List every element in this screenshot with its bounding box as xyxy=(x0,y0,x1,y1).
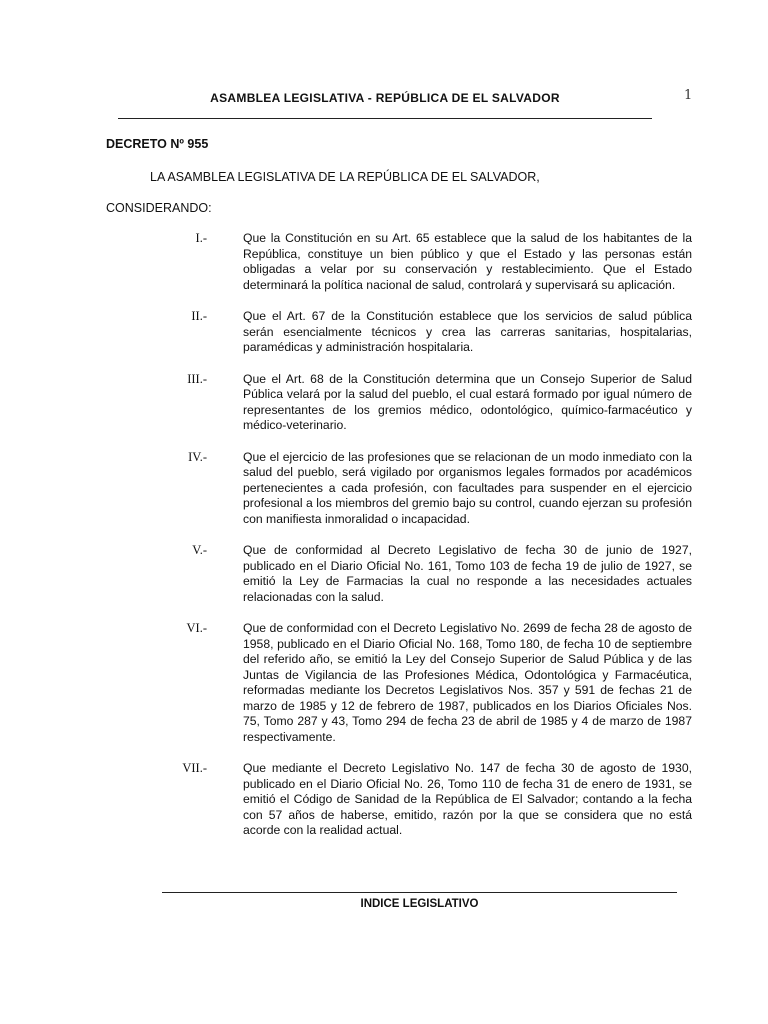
consideration-text: Que mediante el Decreto Legislativo No. 147 de fecha 30 de agosto de 1930, publicado en el Diario Oficial No. 26, Tomo 110 de fecha 31 de enero de 1931, se emitió el Código de Sanidad de la República de El Salvador; contando a la fecha con 57 años de haberse, emitido, razón por la que se considera que no está acorde con la realidad actual. xyxy=(243,761,692,837)
consideration-numeral: IV.- xyxy=(188,449,207,464)
consideration-item xyxy=(0,761,768,839)
consideration-text: Que el Art. 68 de la Constitución determina que un Consejo Superior de Salud Pública velará por la salud del pueblo, el cual estará formado por igual número de representantes de los gremios médico, odontológico, químico-farmacéutico y médico-veterinario. xyxy=(243,371,692,432)
consideration-item xyxy=(0,543,768,605)
footer-rule xyxy=(162,892,677,893)
consideration-numeral: VI.- xyxy=(186,621,207,635)
consideration-text: Que de conformidad con el Decreto Legislativo No. 2699 de fecha 28 de agosto de 1958, publicado en el Diario Oficial No. 168, Tomo 180, de fecha 10 de septiembre del referido año, se emitió la Ley del Consejo Superior de Salud Pública y de las Juntas de Vigilancia de las Profesiones Médica, Odontológica y Farmacéutica, reformadas mediante los Decretos Legislativos Nos. 357 y 591 de fechas 21 de marzo de 1985 y 12 de febrero de 1987, publicados en los Diarios Oficiales Nos. 75, Tomo 287 y 43, Tomo 294 de fecha 23 de abril de 1985 y 4 de marzo de 1987 respectivamente. xyxy=(243,621,692,744)
page-header-title: ASAMBLEA LEGISLATIVA - REPÚBLICA DE EL SALVADOR xyxy=(210,91,560,105)
consideration-numeral: VII.- xyxy=(182,761,207,775)
header-rule xyxy=(118,118,652,119)
consideration-text: Que la Constitución en su Art. 65 establece que la salud de los habitantes de la República, constituye un bien público y que el Estado y las personas están obligadas a velar por su conservación y restablecimiento. Que el Estado determinará la política nacional de salud, controlará y supervisará su aplicación. xyxy=(243,231,692,292)
footer-label: INDICE LEGISLATIVO xyxy=(360,898,479,910)
consideration-text: Que el Art. 67 de la Constitución establece que los servicios de salud pública serán esencialmente técnicos y crea las carreras sanitarias, hospitalarias, paramédicas y administración hospitalaria. xyxy=(243,309,692,354)
consideration-text: Que de conformidad al Decreto Legislativo de fecha 30 de junio de 1927, publicado en el Diario Oficial No. 161, Tomo 103 de fecha 19 de julio de 1927, se emitió la Ley de Farmacias la cual no responde a las necesidades actuales relacionadas con la salud. xyxy=(243,543,692,604)
consideration-numeral: I.- xyxy=(195,231,207,245)
consideration-numeral: III.- xyxy=(187,371,207,386)
consideration-item xyxy=(0,309,768,356)
considering-heading: CONSIDERANDO: xyxy=(106,201,212,215)
considerations-list xyxy=(0,231,768,855)
consideration-numeral: II.- xyxy=(191,309,207,323)
page-number: 1 xyxy=(684,88,693,103)
consideration-numeral: V.- xyxy=(192,543,207,557)
consideration-text: Que el ejercicio de las profesiones que se relacionan de un modo inmediato con la salud del pueblo, será vigilado por organismos legales formados por académicos pertenecientes a cada profesión, con facultades para suspender en el ejercicio profesional a los miembros del gremio bajo su control, cuando ejerzan su profesión con manifiesta inmoralidad o incapacidad. xyxy=(243,449,692,526)
consideration-item xyxy=(0,231,768,293)
consideration-item xyxy=(0,621,768,745)
assembly-statement: LA ASAMBLEA LEGISLATIVA DE LA REPÚBLICA DE EL SALVADOR, xyxy=(150,170,540,184)
consideration-item xyxy=(0,372,768,434)
decree-number: DECRETO Nº 955 xyxy=(106,137,209,151)
consideration-item xyxy=(0,450,768,528)
